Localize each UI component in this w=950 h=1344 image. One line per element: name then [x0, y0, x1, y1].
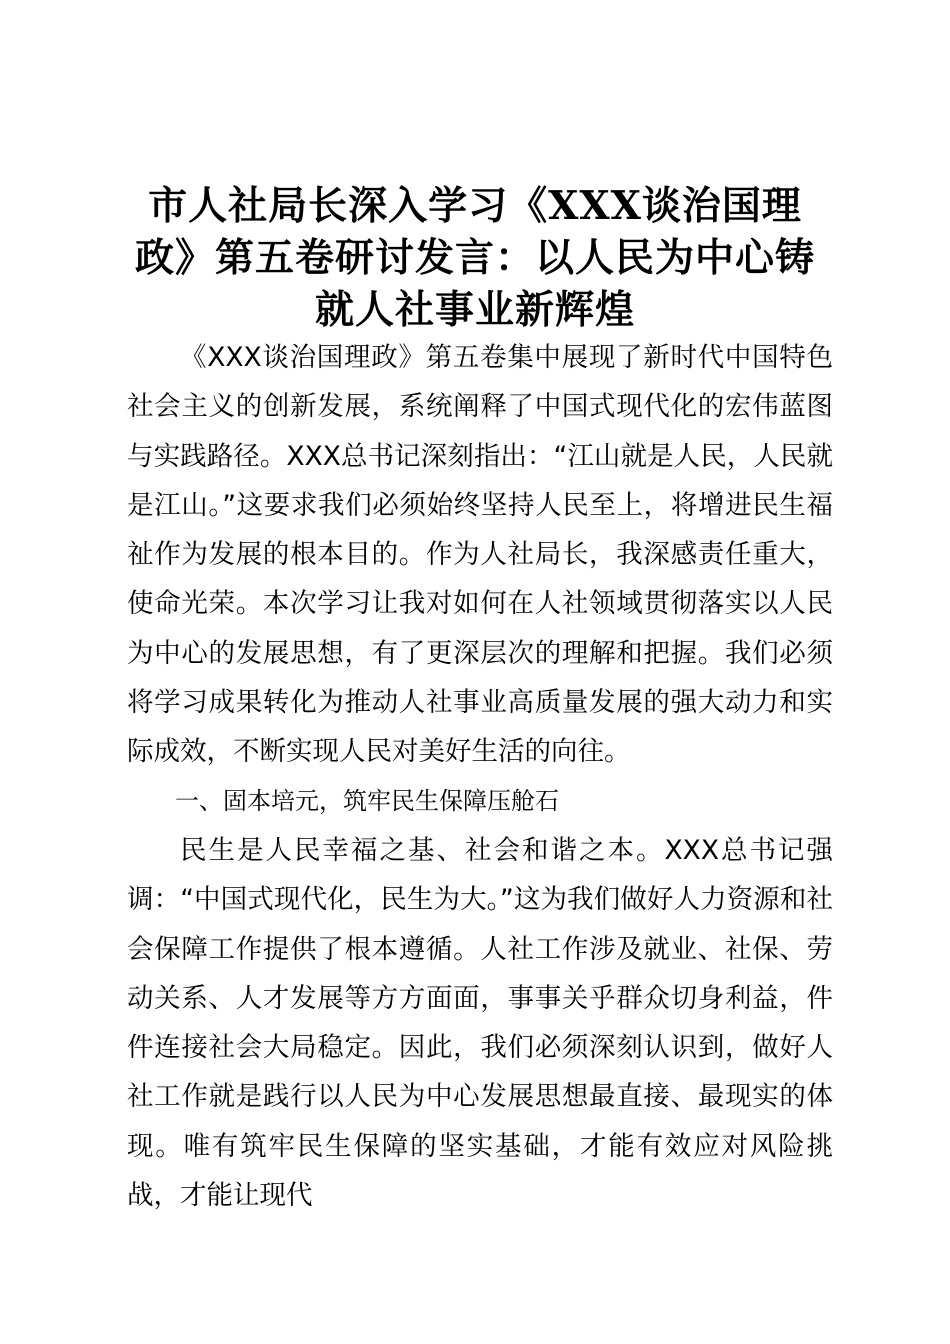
paragraph-intro: 《XXX谈治国理政》第五卷集中展现了新时代中国特色社会主义的创新发展，系统阐释了中国式现代化的宏伟蓝图与实践路径。XXX总书记深刻指出：“江山就是人民，人民就是江山。”这要求我们必须始终坚持人民至上，将增进民生福祉作为发展的根本目的。作为人社局长，我深感责任重大，使命光荣。本次学习让我对如何在人社领域贯彻落实以人民为中心的发展思想，有了更深层次的理解和把握。我们必须将学习成果转化为推动人社事业高质量发展的强大动力和实际成效，不断实现人民对美好生活的向往。 — [127, 342, 833, 768]
document-body — [127, 333, 833, 1220]
document-title: 市人社局长深入学习《XXX谈治国理政》第五卷研讨发言：以人民为中心铸就人社事业新辉煌 — [134, 183, 815, 333]
section-heading-1: 一、固本培元，筑牢民生保障压舱石 — [175, 786, 559, 815]
paragraph-section-1: 民生是人民幸福之基、社会和谐之本。XXX总书记强调：“中国式现代化，民生为大。”这为我们做好人力资源和社会保障工作提供了根本遵循。人社工作涉及就业、社保、劳动关系、人才发展等方方面面，事事关乎群众切身利益，件件连接社会大局稳定。因此，我们必须深刻认识到，做好人社工作就是践行以人民为中心发展思想最直接、最现实的体现。唯有筑牢民生保障的坚实基础，才能有效应对风险挑战，才能让现代 — [127, 834, 833, 1212]
